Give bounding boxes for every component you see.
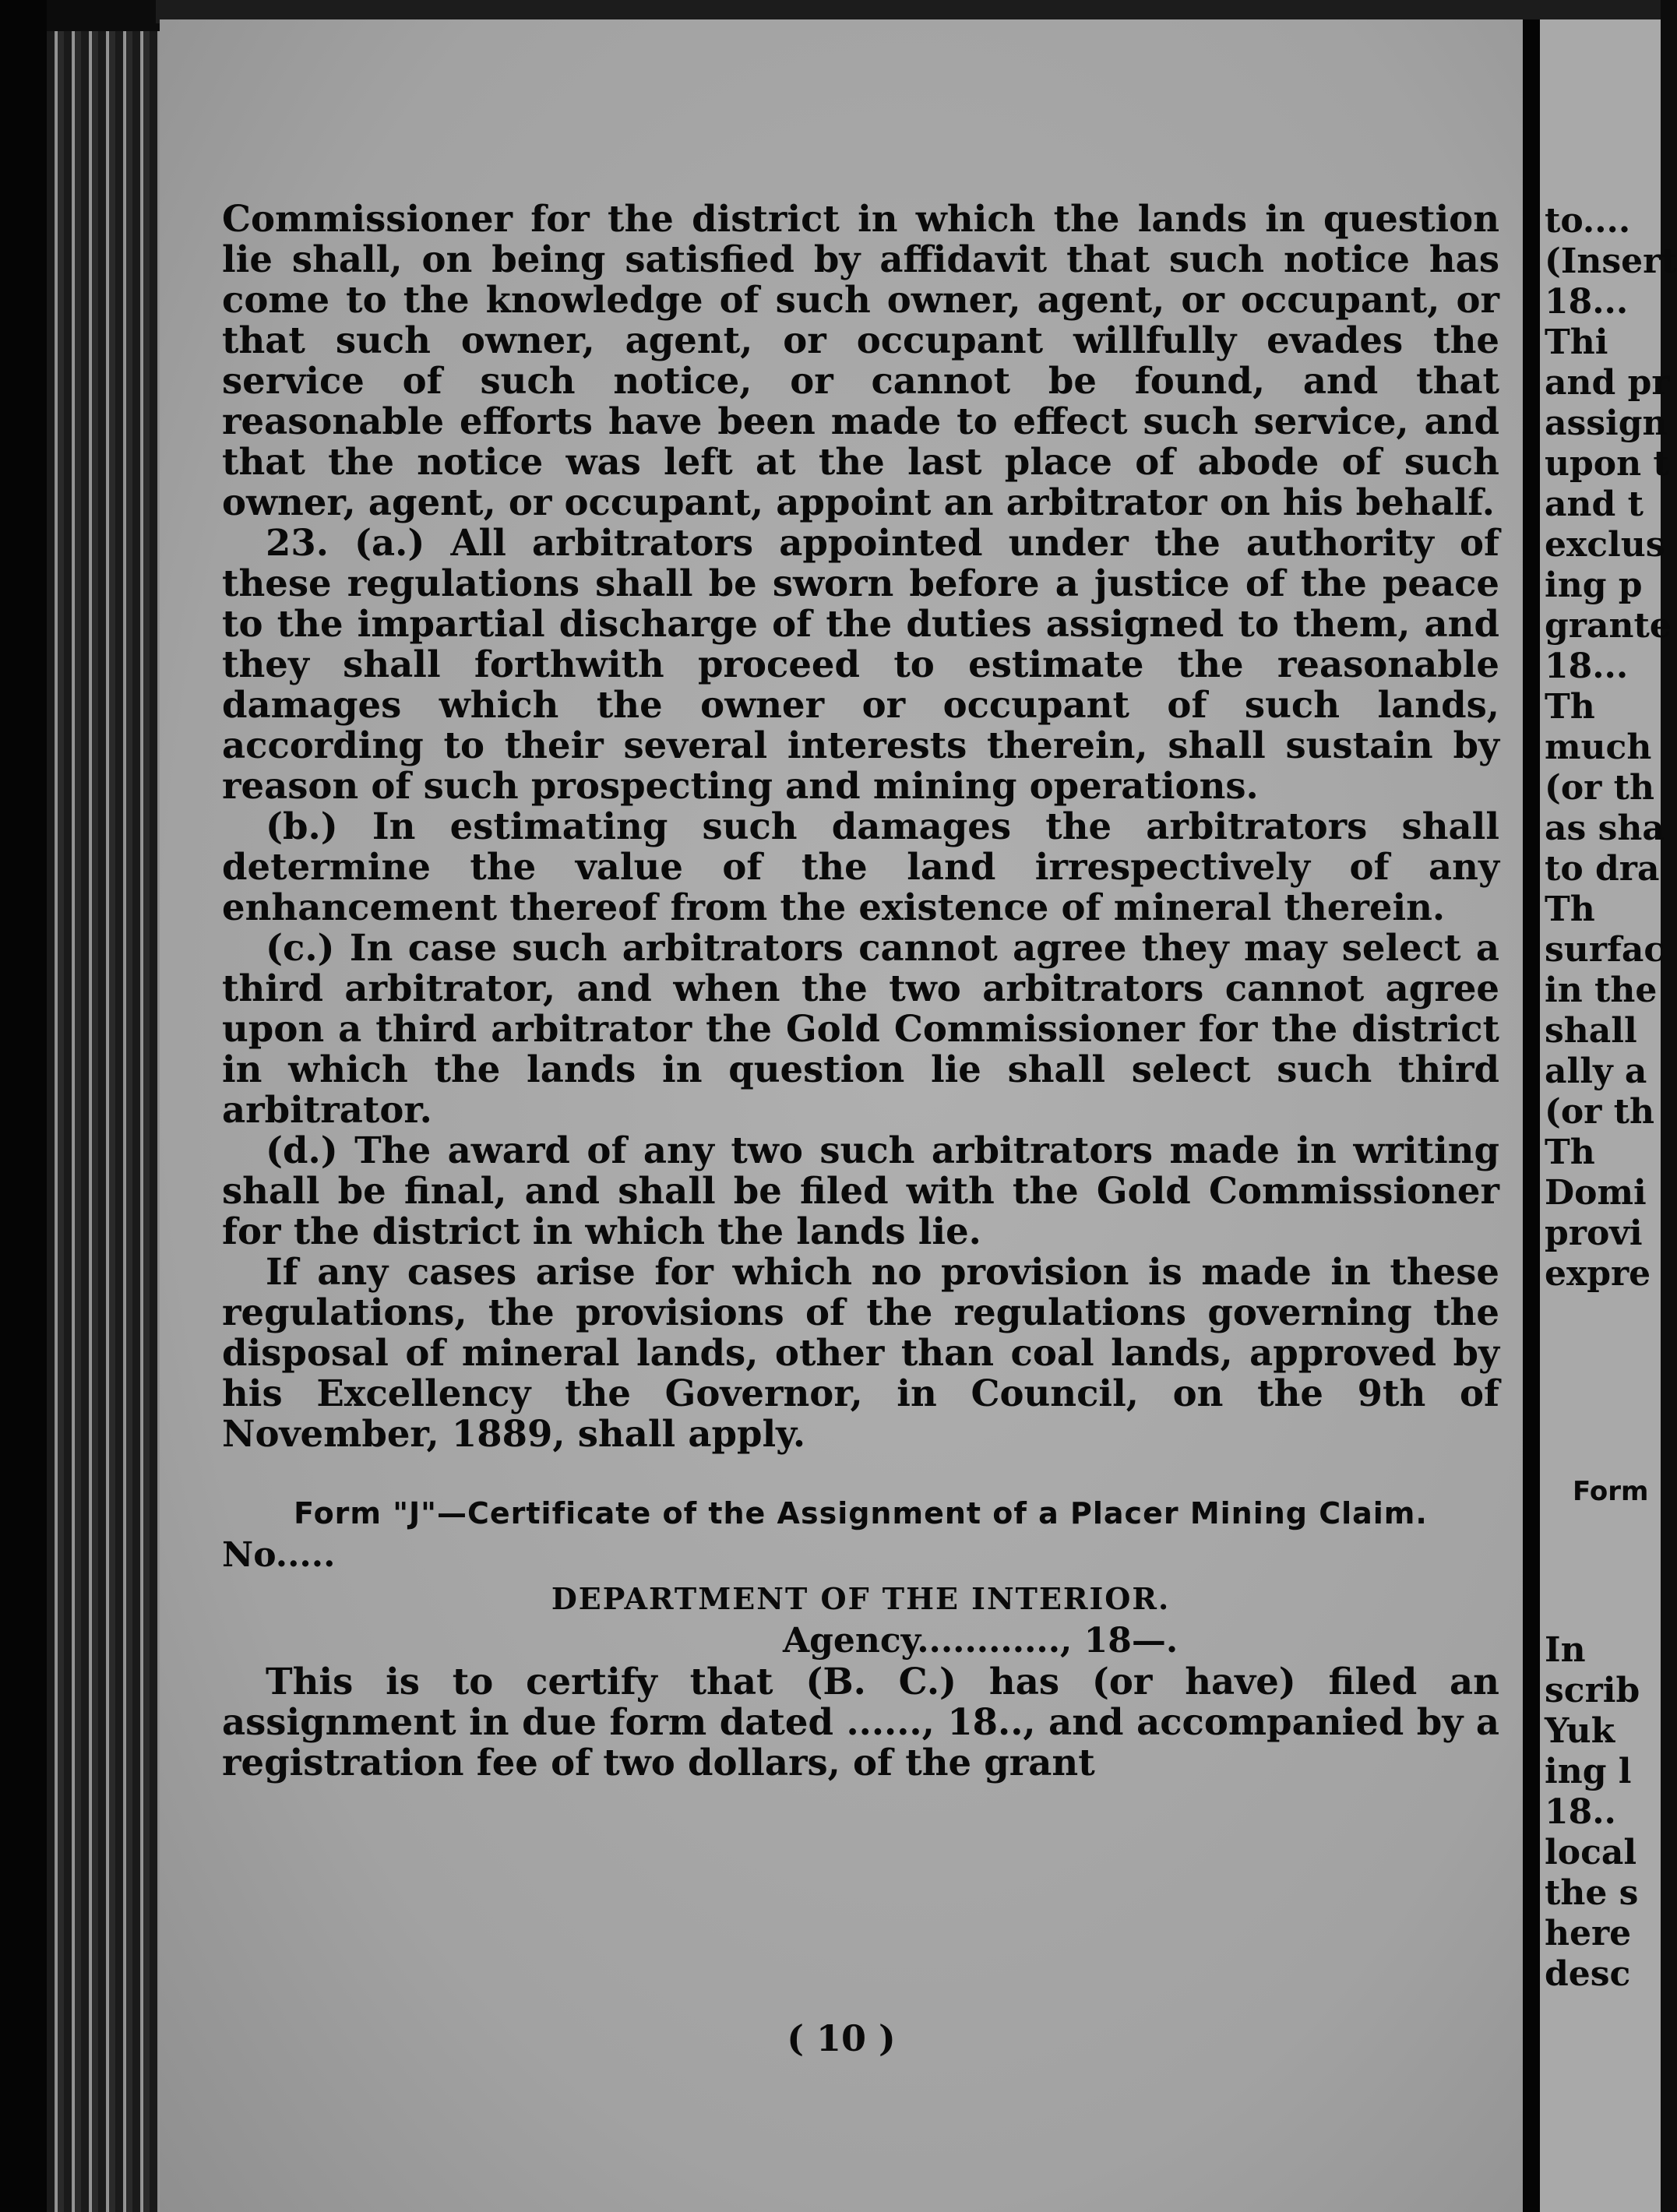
adjacent-page-line: Th [1545, 889, 1595, 929]
page-number: ( 10 ) [787, 2017, 896, 2059]
page-text [222, 199, 1499, 1783]
adjacent-page-line: Th [1545, 1132, 1595, 1172]
book-page-edges [47, 31, 164, 2212]
adjacent-page-line: as sha [1545, 808, 1665, 848]
adjacent-page-line: provi [1545, 1213, 1643, 1253]
adjacent-page-line: desc [1545, 1954, 1631, 1994]
adjacent-page-fragment [1540, 19, 1677, 2212]
adjacent-page-line: exclus [1545, 525, 1665, 565]
adjacent-page-line: (or th [1545, 768, 1654, 808]
adjacent-page-line: in the [1545, 970, 1658, 1010]
adjacent-page-line: ing l [1545, 1752, 1632, 1791]
form-body: This is to certify that (B. C.) has (or have) filed an assignment in due form dated ......, 18.., and accompanied by a registration fee of two dollars, of the grant [222, 1660, 1499, 1784]
adjacent-page-line: ing p [1545, 565, 1643, 605]
adjacent-page-line: local [1545, 1833, 1637, 1872]
agency-line: Agency............, 18—. [783, 1621, 1178, 1661]
adjacent-page-line: much [1545, 727, 1652, 767]
adjacent-page-line: expre [1545, 1254, 1651, 1294]
adjacent-page-line: grante [1545, 606, 1672, 646]
adjacent-page-lines-bottom [1545, 1630, 1669, 1995]
paragraph: If any cases arise for which no provision is made in these regulations, the provisions of the regulations governing the disposal of mineral lands, other than coal lands, approved by his Excellency the Governor, in Council, on the 9th of November, 1889, shall apply. [222, 1250, 1499, 1455]
adjacent-page-line: Th [1545, 687, 1595, 727]
paragraph: (d.) The award of any two such arbitrators made in writing shall be final, and shall be filed with the Gold Commissioner for the district in which the lands lie. [222, 1129, 1499, 1252]
paragraph: Commissioner for the district in which the lands in question lie shall, on being satisfied by affidavit that such notice has come to the knowledge of such owner, agent, or occupant, or that such owner, agent, or occupant willfully evades the service of such notice, or cannot be found, and that reasonable efforts have been made to effect such service, and that the notice was left at the last place of abode of such owner, agent, or occupant, appoint an arbitrator on his behalf. [222, 197, 1499, 523]
paragraph: (b.) In estimating such damages the arbitrators shall determine the value of the land irrespectively of any enhancement thereof from the existence of mineral therein. [222, 805, 1499, 928]
adjacent-page-line: ally a [1545, 1051, 1647, 1091]
paragraph: (c.) In case such arbitrators cannot agree they may select a third arbitrator, and when the two arbitrators cannot agree upon a third arbitrator the Gold Commissioner for the district in which the lands in question lie shall select such third arbitrator. [222, 926, 1499, 1131]
form-title: Form "J"—Certificate of the Assignment of a Placer Mining Claim. [294, 1496, 1428, 1530]
adjacent-page-line: 18... [1545, 282, 1629, 322]
adjacent-page-line: In [1545, 1630, 1586, 1670]
adjacent-page-line: 18... [1545, 646, 1629, 686]
adjacent-page-line: scrib [1545, 1671, 1640, 1710]
adjacent-page-lines-top [1545, 201, 1677, 1294]
book-gutter [1523, 19, 1540, 2212]
adjacent-page-line: shall [1545, 1011, 1637, 1051]
form-number: No..... [222, 1535, 336, 1575]
adjacent-page-line: to.... [1545, 201, 1631, 241]
adjacent-page-line: and pr [1545, 363, 1670, 403]
paragraph: 23. (a.) All arbitrators appointed under the authority of these regulations shall be sworn before a justice of the peace to the impartial discharge of the duties assigned to them, and they shall forthwith proceed to estimate the reasonable damages which the owner or occupant of such lands, according to their several interests therein, shall sustain by reason of such prospecting and mining operations. [222, 521, 1499, 807]
adjacent-page-line: here [1545, 1914, 1632, 1953]
paragraph-list [222, 199, 1499, 1454]
adjacent-page-line: to dra [1545, 849, 1660, 889]
adjacent-page-line: upon t [1545, 444, 1669, 484]
adjacent-page-line: assign [1545, 403, 1668, 443]
adjacent-page-line: surfac [1545, 930, 1665, 970]
adjacent-page-line: and t [1545, 484, 1644, 524]
adjacent-page-line: the s [1545, 1873, 1639, 1913]
adjacent-page-line: (or th [1545, 1092, 1654, 1132]
adjacent-page-line: 18.. [1545, 1792, 1616, 1832]
book-page [160, 19, 1523, 2212]
adjacent-page-line: Thi [1545, 322, 1608, 362]
adjacent-page-line: (Insert [1545, 241, 1677, 281]
scan-border-left [0, 0, 47, 2212]
adjacent-page-line: Yuk [1545, 1711, 1615, 1751]
adjacent-page-line: Domi [1545, 1173, 1647, 1213]
adjacent-page-form-label: Form [1573, 1476, 1649, 1507]
department-heading: DEPARTMENT OF THE INTERIOR. [551, 1581, 1171, 1616]
